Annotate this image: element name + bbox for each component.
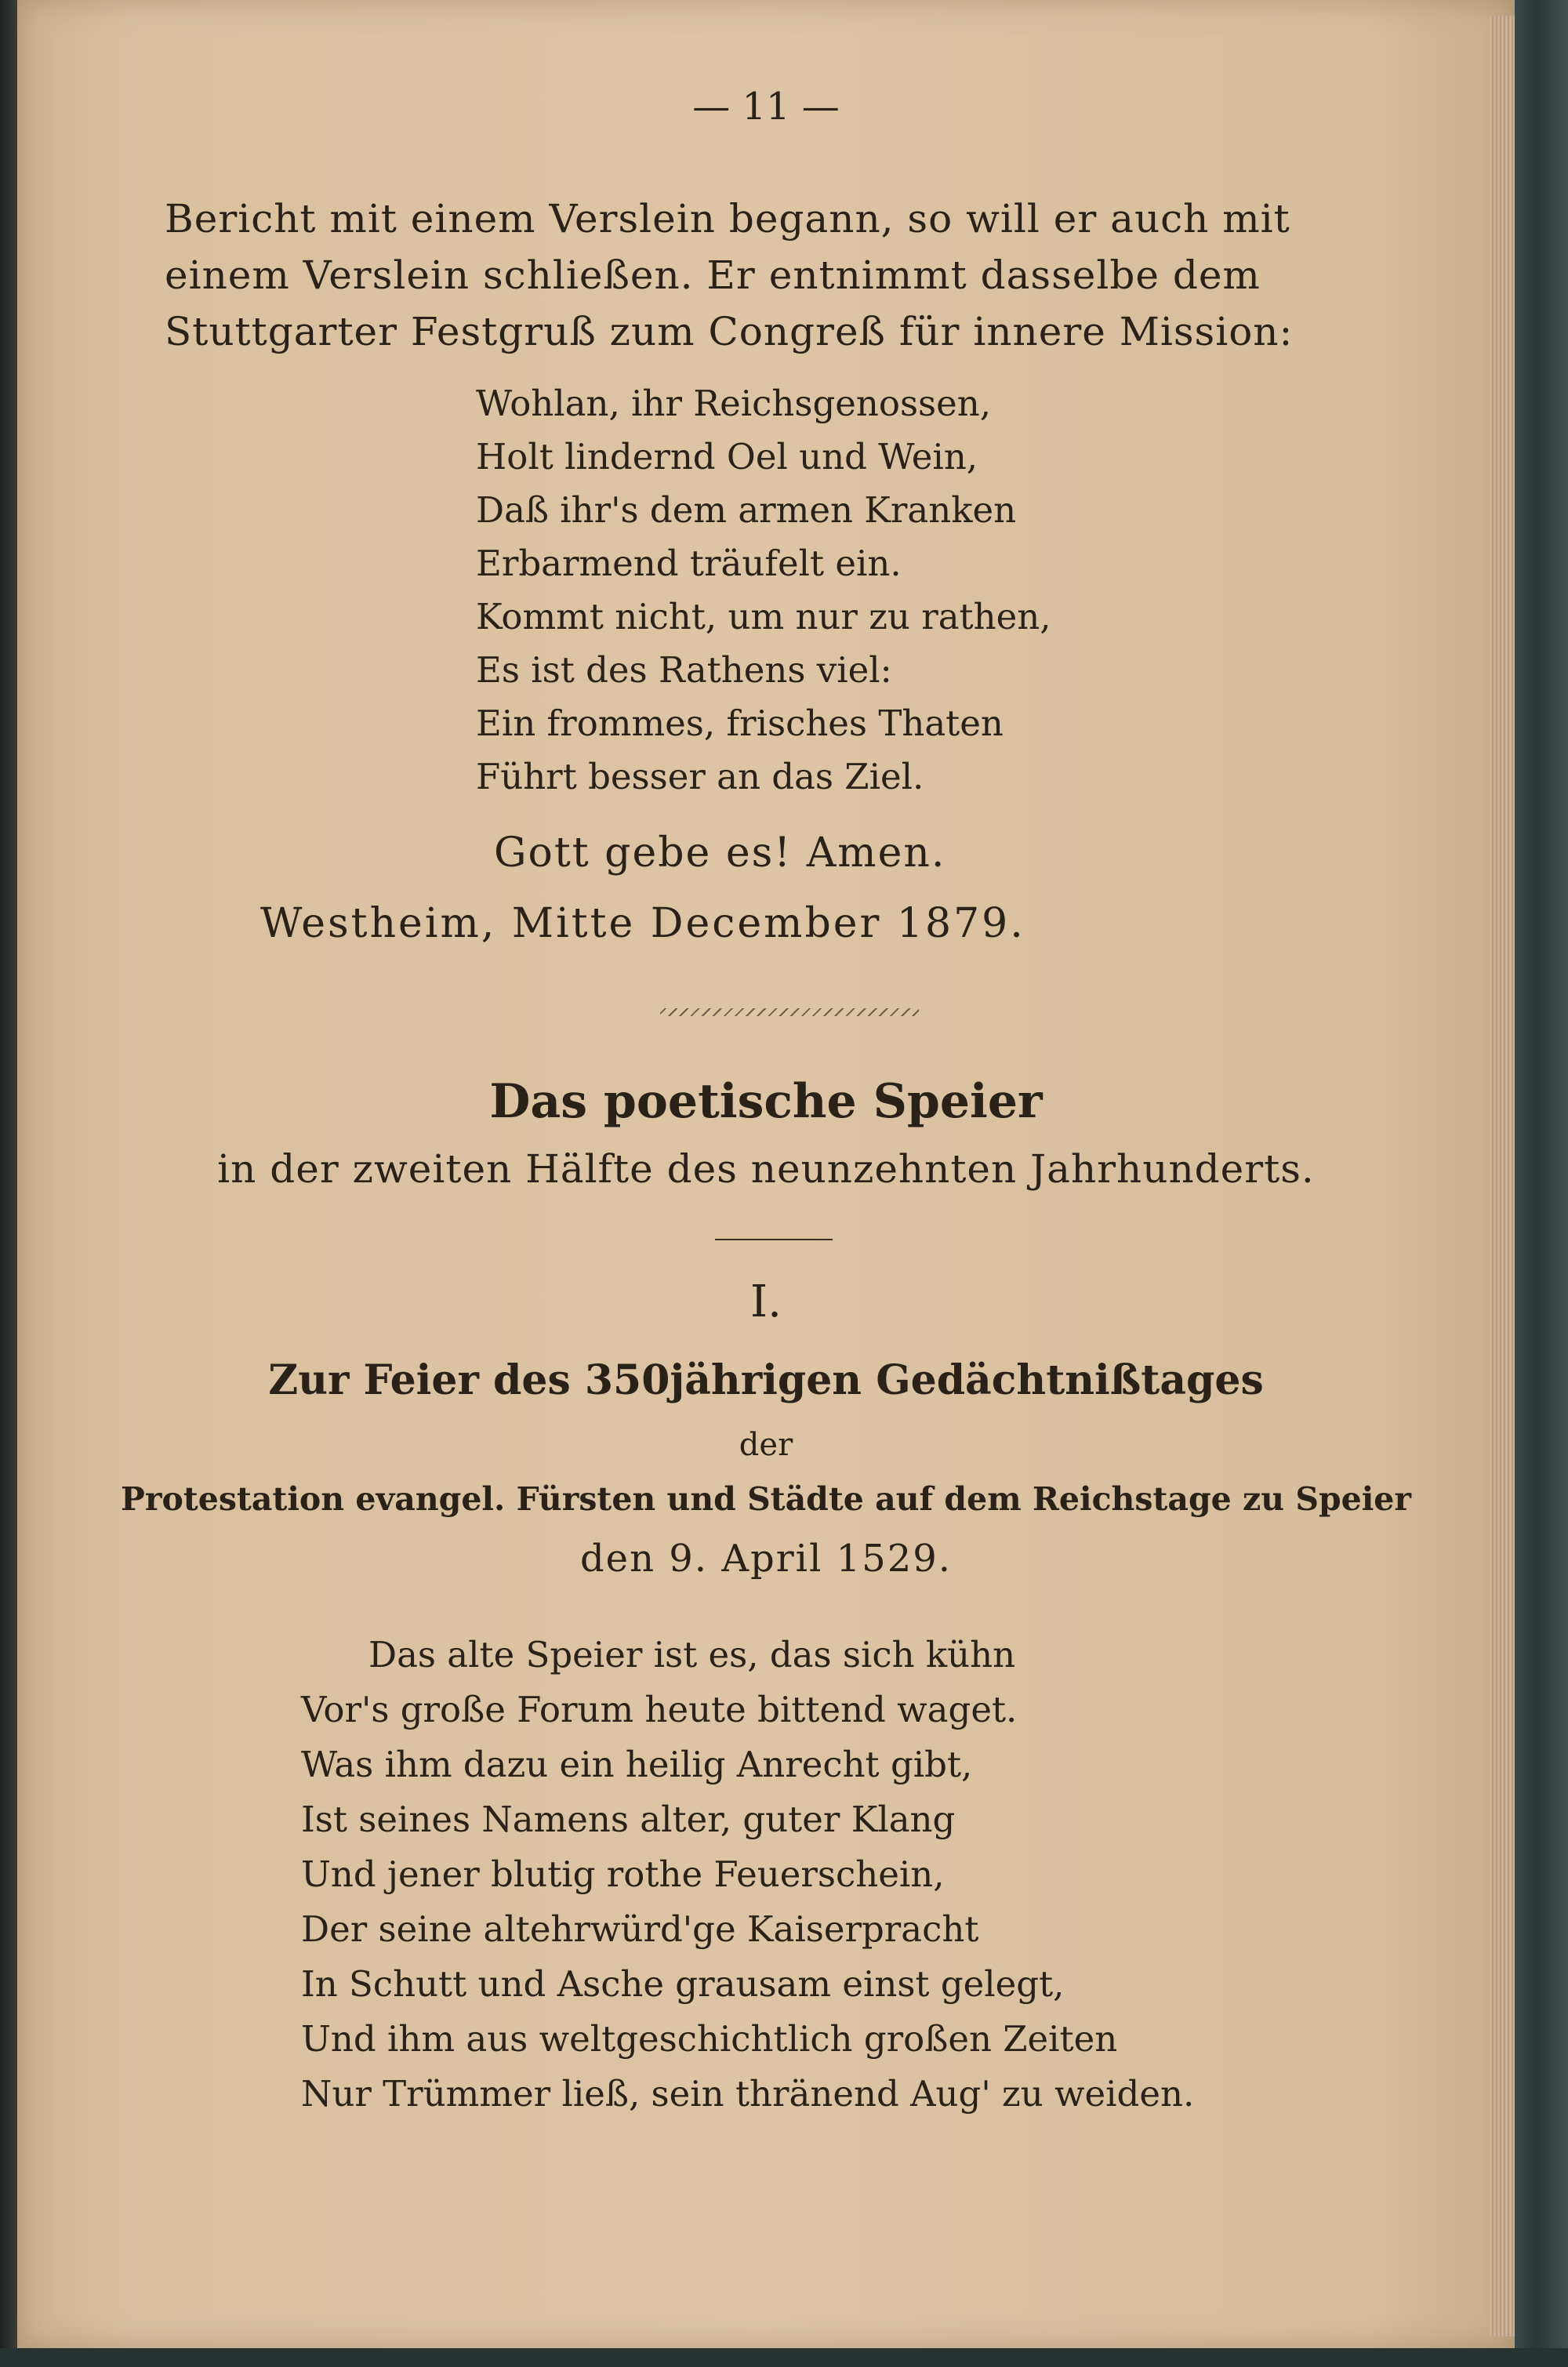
book-page [17,0,1515,2348]
verse-line: Wohlan, ihr Reichsgenossen, [476,383,992,424]
verse-line: Und ihm aus weltgeschichtlich großen Zeiten [301,2018,1118,2060]
verse-line: Es ist des Rathens viel: [476,649,892,691]
verse-line: Und jener blutig rothe Feuerschein, [301,1853,945,1895]
page-number: — 11 — [692,85,840,129]
prose-line: Bericht mit einem Verslein begann, so will er auch mit [165,196,1290,241]
prose-line: einem Verslein schließen. Er entnimmt dasselbe dem [165,252,1261,298]
part-numeral: I. [750,1276,782,1327]
verse-line: In Schutt und Asche grausam einst gelegt, [301,1963,1065,2005]
amen-line: Gott gebe es! Amen. [494,830,946,877]
book-cover-edge [1515,0,1568,2367]
part-der: der [739,1427,793,1463]
part-heading: Zur Feier des 350jährigen Gedächtnißtages [268,1356,1264,1404]
verse-line: Daß ihr's dem armen Kranken [476,489,1017,531]
verse-line: Kommt nicht, um nur zu rathen, [476,596,1051,637]
verse-line: Der seine altehrwürd'ge Kaiserpracht [301,1908,979,1950]
part-protest: Protestation evangel. Fürsten und Städte auf dem Reichstage zu Speier [121,1480,1411,1518]
verse-line: Holt lindernd Oel und Wein, [476,436,978,477]
verse-line: Ein frommes, frisches Thaten [476,702,1004,744]
verse-line: Führt besser an das Ziel. [476,756,924,797]
verse-line: Erbarmend träufelt ein. [476,543,902,584]
short-divider [715,1239,833,1240]
place-date: Westheim, Mitte December 1879. [260,900,1025,947]
section-title: Das poetische Speier [489,1074,1043,1129]
book-cover-bottom [0,2348,1568,2367]
verse-line: Was ihm dazu ein heilig Anrecht gibt, [301,1744,973,1785]
part-date: den 9. April 1529. [579,1537,953,1581]
section-subtitle: in der zweiten Hälfte des neunzehnten Jahrhunderts. [217,1146,1315,1192]
wavy-divider [660,1008,919,1016]
book-spine-edge [0,0,17,2367]
prose-line: Stuttgarter Festgruß zum Congreß für innere Mission: [165,309,1294,354]
page-stack-edge [1490,16,1515,2336]
verse-line: Nur Trümmer ließ, sein thränend Aug' zu weiden. [301,2073,1195,2115]
verse-line: Das alte Speier ist es, das sich kühn [368,1634,1016,1675]
verse-line: Vor's große Forum heute bittend waget. [301,1689,1018,1730]
verse-line: Ist seines Namens alter, guter Klang [301,1799,956,1840]
